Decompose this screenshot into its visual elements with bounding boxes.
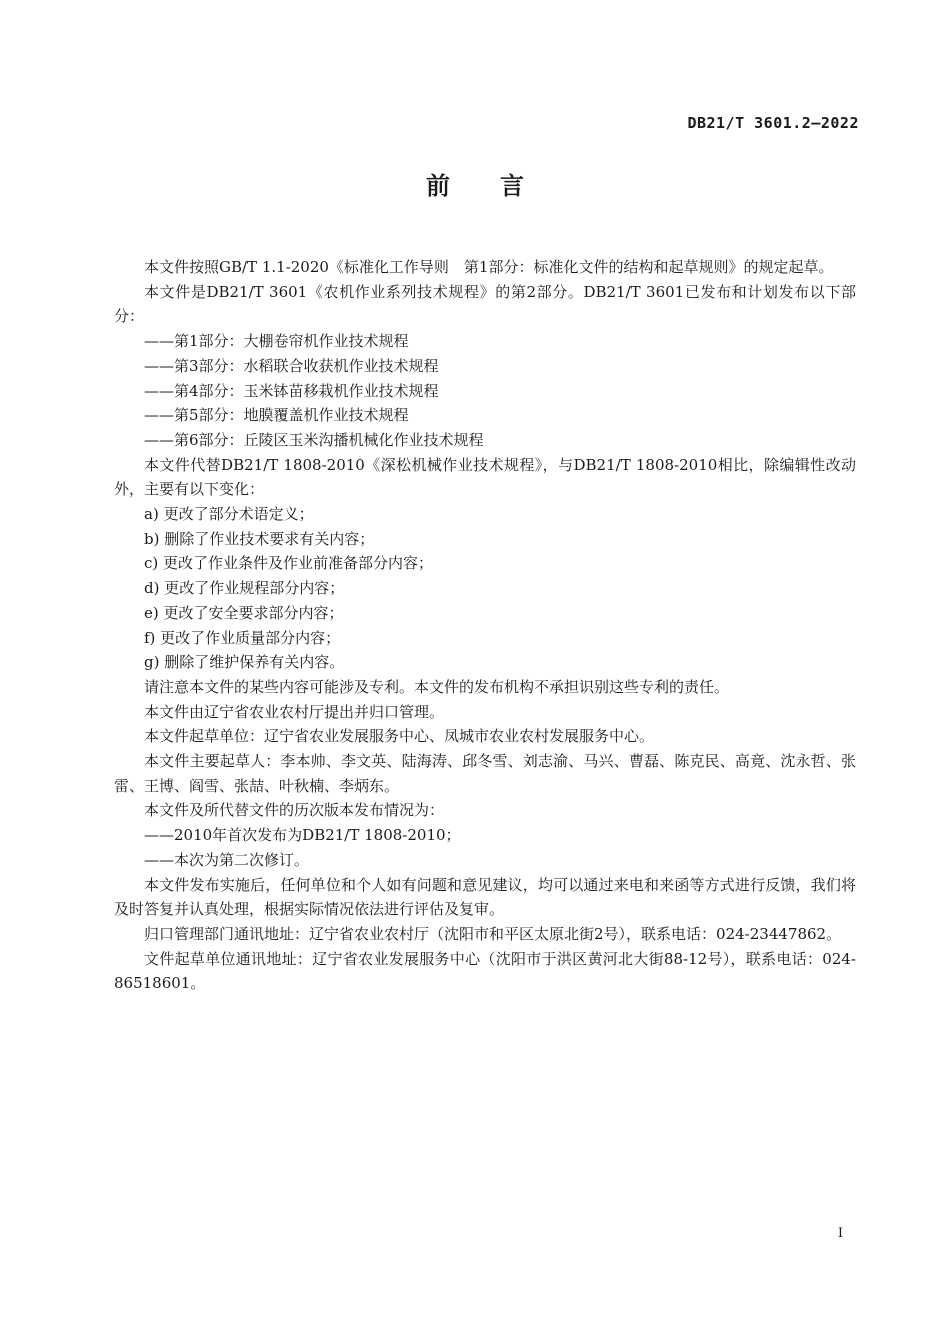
list-item-change: b) 删除了作业技术要求有关内容； — [144, 529, 375, 548]
list-item-history: ——本次为第二次修订。 — [144, 850, 310, 869]
page-number: I — [837, 1226, 843, 1241]
document-code: DB21/T 3601.2—2022 — [687, 114, 859, 132]
list-item-history: ——2010年首次发布为DB21/T 1808-2010； — [144, 826, 461, 845]
list-item-part: ——第5部分：地膜覆盖机作业技术规程 — [144, 406, 409, 425]
list-item-change: f) 更改了作业质量部分内容； — [144, 628, 341, 647]
foreword-body — [114, 255, 856, 996]
list-item-change: c) 更改了作业条件及作业前准备部分内容； — [144, 554, 434, 573]
list-item-part: ——第4部分：玉米钵苗移栽机作业技术规程 — [144, 381, 439, 400]
list-item-part: ——第6部分：丘陵区玉米沟播机械化作业技术规程 — [144, 430, 484, 449]
paragraph-drafting-rule: 本文件按照GB/T 1.1-2020《标准化工作导则 第1部分：标准化文件的结构和起草规则》的规定起草。 — [144, 258, 834, 276]
list-item-change: e) 更改了安全要求部分内容； — [144, 603, 344, 622]
paragraph-history-intro: 本文件及所代替文件的历次版本发布情况为： — [144, 801, 445, 820]
paragraph-drafter-address: 文件起草单位通讯地址：辽宁省农业发展服务中心（沈阳市于洪区黄河北大街88-12号），联系电话：024-86518601。 — [114, 949, 856, 993]
paragraph-drafting-units: 本文件起草单位：辽宁省农业发展服务中心、凤城市农业农村发展服务中心。 — [144, 727, 655, 746]
list-item-part: ——第3部分：水稻联合收获机作业技术规程 — [144, 356, 439, 375]
paragraph-authority-address: 归口管理部门通讯地址：辽宁省农业农村厅（沈阳市和平区太原北街2号），联系电话：024-23447862。 — [144, 924, 842, 943]
paragraph-patent-notice: 请注意本文件的某些内容可能涉及专利。本文件的发布机构不承担识别这些专利的责任。 — [144, 677, 730, 696]
list-item-change: d) 更改了作业规程部分内容； — [144, 579, 345, 598]
list-item-change: g) 删除了维护保养有关内容。 — [144, 653, 345, 672]
paragraph-replacement: 本文件代替DB21/T 1808-2010《深松机械作业技术规程》，与DB21/T 1808-2010相比，除编辑性改动外，主要有以下变化： — [114, 455, 856, 499]
paragraph-drafters: 本文件主要起草人：李本帅、李文英、陆海涛、邱冬雪、刘志渝、马兴、曹磊、陈克民、高竟、沈永哲、张雷、王博、阎雪、张喆、叶秋楠、李炳东。 — [114, 752, 856, 795]
paragraph-proposer: 本文件由辽宁省农业农村厅提出并归口管理。 — [144, 702, 445, 721]
paragraph-feedback: 本文件发布实施后，任何单位和个人如有问题和意见建议，均可以通过来电和来函等方式进行反馈，我们将及时答复并认真处理，根据实际情况依法进行评估及复审。 — [114, 875, 856, 919]
list-item-part: ——第1部分：大棚卷帘机作业技术规程 — [144, 332, 409, 351]
page-title: 前言 — [426, 172, 574, 200]
paragraph-series-intro: 本文件是DB21/T 3601《农机作业系列技术规程》的第2部分。DB21/T 3601已发布和计划发布以下部分： — [114, 282, 856, 326]
list-item-change: a) 更改了部分术语定义； — [144, 505, 314, 524]
